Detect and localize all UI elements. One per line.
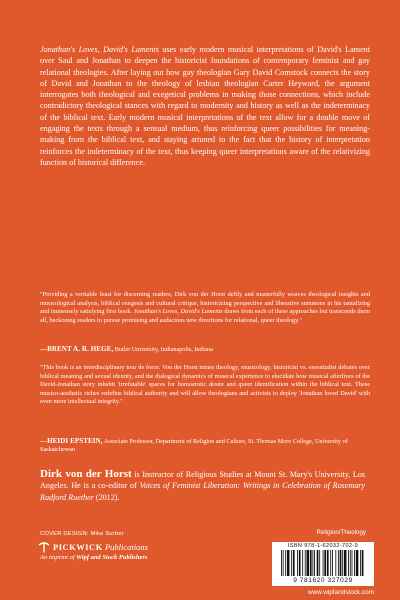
barcode-bar (327, 550, 329, 576)
barcode-bar (297, 550, 298, 576)
cover-design-credit: COVER DESIGN: Mike Surber (40, 531, 124, 537)
publisher-logo (38, 541, 148, 553)
barcode-bar (360, 550, 361, 576)
barcode-bar (283, 550, 284, 576)
bio-text: is Instructor of Religious Studies at Mount St. Mary's University, Los Angeles. He is a co-editor of (40, 470, 366, 491)
barcode-bar (299, 550, 301, 576)
pickaxe-icon (38, 542, 50, 553)
bio-text: (2012). (93, 492, 120, 502)
imprint-prefix: An imprint of (40, 554, 77, 561)
description-body: uses early modern musical interpretations of David's Lament over Saul and Jonathan to deepen the historicist foundations of contemporary feminist and gay relational theologies. After laying out how gay theologian Gary David Comstock connects the story of David and Jonathan to the theology of lesbian theologian Carter Heyward, the argument interrogates both theological and exegetical problems in making those connections, which include contradictory theological stances with regard to modernity and history as well as the indeterminacy of the biblical text. Early modern musical interpretations of the text allow for a double move of engaging the texts through a sensual medium, thus reinforcing queer possibilities for meaning-making from the biblical text, and staying attuned to the fact that the history of interpretation reinforces the indeterminacy of the text, thus keeping queer interpretations aware of the relativizing function of historical difference. (40, 45, 370, 167)
barcode-bar (287, 550, 290, 576)
barcode-bar (356, 550, 359, 576)
barcode-bar (344, 550, 347, 576)
barcode-bar (305, 550, 306, 576)
publisher-name-main: PICKWICK (53, 542, 103, 552)
publisher-website: www.wipfandstock.com (307, 589, 374, 596)
barcode-bar (323, 550, 324, 576)
barcode-bar (319, 550, 320, 576)
barcode-bar (352, 550, 353, 576)
imprint-publisher: Wipf and Stock Publishers (76, 554, 148, 561)
barcode-bar (350, 550, 351, 576)
quote-book-title: Jonathan's Loves, David's Laments (133, 308, 223, 316)
barcode-bar (281, 550, 282, 576)
barcode-bar (293, 550, 295, 576)
endorser-name: —BRENT A. R. HEGE, (40, 345, 114, 353)
book-title: Jonathan's Loves, David's Laments (40, 45, 159, 54)
barcode-bar (338, 550, 339, 576)
endorsement-quote-2: "This book is an interdisciplinary tour de force. Von der Horst mines theology, musicology, historicist vs. essentialist debates over biblical meaning and sexual identity, and the dialogical dynamics of musical experience to elucidate how musical afterlives of the David-Jonathan story inhabit 'irrefutable' spaces for homoerotic desire and queer identification within the biblical text. These musico-aesthetic riches redefine biblical authority and will allow theologians and activists to deploy 'Jonathan loved David' with even more intellectual integrity." (40, 364, 370, 406)
book-description (40, 44, 370, 168)
barcode-bar (362, 550, 364, 576)
barcode-bar (330, 550, 331, 576)
barcode-bar (285, 550, 286, 576)
barcode-bar (307, 550, 310, 576)
barcode-bar (302, 550, 303, 576)
imprint-line (40, 554, 147, 562)
barcode-digits: 9 781620 327029 (293, 577, 353, 584)
barcode (272, 542, 374, 586)
endorser-affiliation: Butler University, Indianapolis, Indiana (113, 346, 213, 353)
quote-text: draws from each of these approaches but transcends them all, beckoning readers to pursue promising and audacious new directions for relational, queer theology." (40, 308, 370, 324)
endorsement-attribution-1 (40, 345, 370, 354)
barcode-bar (291, 550, 292, 576)
barcode-bars (281, 550, 365, 576)
barcode-bar (310, 550, 312, 576)
barcode-bar (314, 550, 315, 576)
barcode-bar (335, 550, 336, 576)
publisher-name-suffix: Publications (102, 542, 148, 552)
endorsement-attribution-2 (40, 437, 370, 455)
endorser-name: —HEIDI EPSTEIN, (40, 437, 103, 445)
category-label: Religion/Theology (316, 529, 366, 536)
author-name: Dirk von der Horst (40, 468, 132, 480)
barcode-bar (324, 550, 326, 576)
barcode-bar (317, 550, 319, 576)
isbn-number: ISBN 978-1-62032-702-9 (287, 543, 359, 549)
barcode-bar (342, 550, 343, 576)
quote-text: "Providing a veritable feast for discerning readers, Dirk von der Horst deftly and masterfully weaves theological insights and musicological analysis, biblical exegesis and cultural critique, historicizing perspective and liberative summons in his tantalizing and immensely satisfying first book. (40, 291, 370, 316)
endorsement-quote-1 (40, 291, 370, 325)
author-bio (40, 469, 365, 503)
barcode-bar (354, 550, 355, 576)
barcode-bar (340, 550, 342, 576)
barcode-bar (332, 550, 333, 576)
endorser-affiliation: Associate Professor, Department of Religion and Culture, St. Thomas More College, University of Saskatchewan (40, 438, 348, 454)
coedited-book-title: Voices of Feminist Liberation: Writings in Celebration of Rosemary Radford Ruether (40, 481, 365, 502)
publisher-name (53, 542, 148, 552)
barcode-bar (348, 550, 349, 576)
barcode-bar (312, 550, 313, 576)
